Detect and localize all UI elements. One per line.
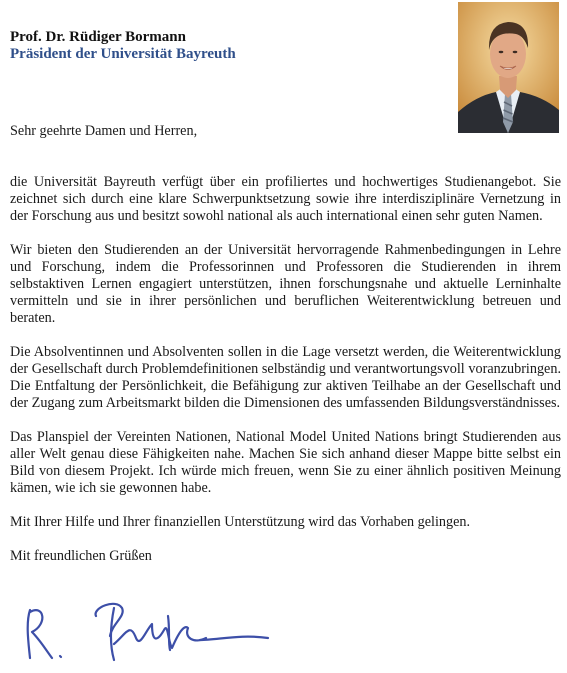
closing: Mit freundlichen Grüßen [10, 548, 152, 564]
portrait-photo [458, 2, 559, 133]
paragraph-3: Die Absolventinnen und Absolventen sollen in die Lage versetzt werden, die Weiterentwicklung der Gesellschaft durch Problemdefinitionen selbständig und verantwortungsvoll voranzubringen. Die Entfaltung der Persönlichkeit, die Befähigung zur aktiven Teilhabe an der Gesellschaft und der Zugang zum Arbeitsmarkt bilden die Dimensionen des umfassenden Bildungsverständnisses. [10, 344, 561, 411]
paragraph-1: die Universität Bayreuth verfügt über ein profiliertes und hochwertiges Studienangebot. Sie zeichnet sich durch eine klare Schwerpunktsetzung sowie ihre interdisziplinäre Vernetzung in der Forschung aus und besitzt sowohl national als auch international einen sehr guten Namen. [10, 174, 561, 224]
paragraph-2: Wir bieten den Studierenden an der Universität hervorragende Rahmenbedingungen in Lehre und Forschung, indem die Professorinnen und Professoren die Studierenden in ihrem selbstaktiven Lernen engagiert unterstützen, ihnen forschungsnahe und aktuelle Lerninhalte vermitteln und sie in ihrer persönlichen und beruflichen Weiterentwicklung betreuen und beraten. [10, 242, 561, 326]
paragraph-4: Das Planspiel der Vereinten Nationen, National Model United Nations bringt Studierenden aus aller Welt genau diese Fähigkeiten nahe. Machen Sie sich anhand dieser Mappe bitte selbst ein Bild von diesem Projekt. Ich würde mich freuen, wenn Sie zu einer ähnlich positiven Meinung kämen, wie ich sie gewonnen habe. [10, 429, 561, 496]
paragraph-5: Mit Ihrer Hilfe und Ihrer finanziellen Unterstützung wird das Vorhaben gelingen. [10, 514, 471, 530]
signature [18, 594, 278, 668]
letter-body [10, 123, 561, 565]
salutation: Sehr geehrte Damen und Herren, [10, 123, 198, 139]
letter-header [10, 29, 440, 63]
signature-icon [18, 594, 278, 668]
portrait-icon [458, 2, 559, 133]
author-name: Prof. Dr. Rüdiger Bormann [10, 29, 186, 45]
author-role: Präsident der Universität Bayreuth [10, 46, 236, 62]
